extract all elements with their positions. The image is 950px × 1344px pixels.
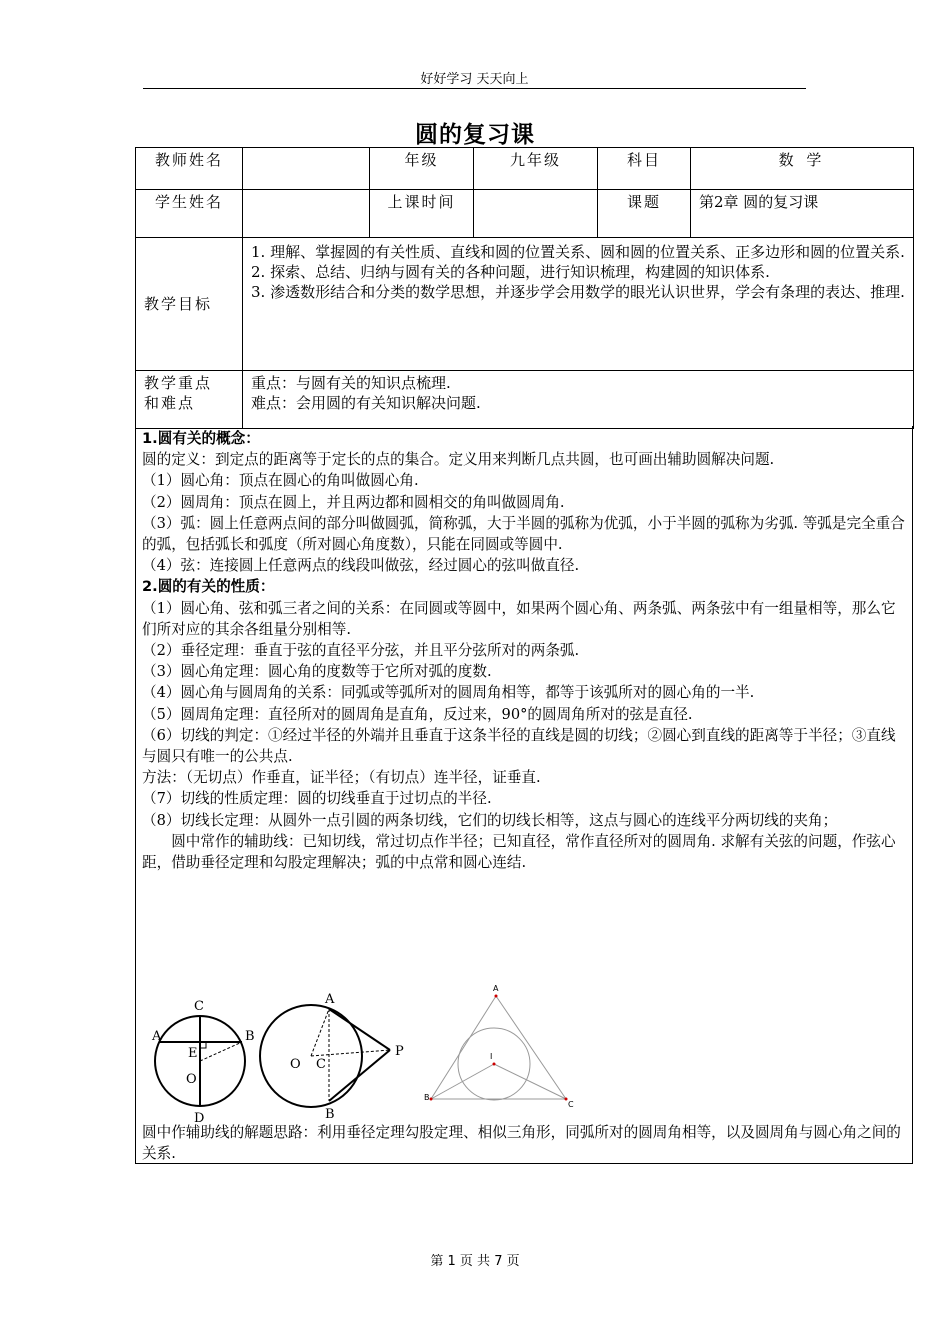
teacher-label: 教师姓名 bbox=[136, 148, 243, 190]
page-footer: 第 1 页 共 7 页 bbox=[430, 1254, 520, 1269]
section2-item: （8）切线长定理：从圆外一点引圆的两条切线，它们的切线长相等，这点与圆心的连线平分两切线的夹角； bbox=[142, 811, 838, 829]
fig2-label-o: O bbox=[290, 1057, 301, 1072]
student-value bbox=[243, 190, 370, 238]
teacher-value bbox=[243, 148, 370, 190]
section1-item: （4）弦：连接圆上任意两点的线段叫做弦，经过圆心的弦叫做直径. bbox=[142, 557, 580, 575]
section2-item: （1）圆心角、弦和弧三者之间的关系：在同圆或等圆中，如果两个圆心角、两条弧、两条弦中有一组量相等，那么它们所对应的其余各组量分别相等. bbox=[142, 599, 896, 638]
section2-item: （4）圆心角与圆周角的关系：同弧或等弧所对的圆周角相等，都等于该弧所对的圆心角的一半. bbox=[142, 684, 755, 702]
key-cell bbox=[243, 371, 914, 429]
fig1-label-a: A bbox=[152, 1029, 162, 1044]
topic-value: 第2章 圆的复习课 bbox=[691, 190, 914, 238]
figure-tangent-lines bbox=[254, 988, 419, 1120]
goal-item: 1. 理解、掌握圆的有关性质、直线和圆的位置关系、圆和圆的位置关系、正多边形和圆的位置关系. bbox=[251, 243, 905, 261]
aux-lines-paragraph: 圆中常作的辅助线：已知切线，常过切点作半径；已知直径，常作直径所对的圆周角. 求解有关弦的问题，作弦心距，借助垂径定理和勾股定理解决；弧的中点常和圆心连结. bbox=[142, 832, 896, 872]
figure-perpendicular-diameter bbox=[146, 994, 256, 1124]
key-label-line2: 和难点 bbox=[144, 394, 196, 412]
fig1-label-c: C bbox=[194, 999, 204, 1014]
fig3-label-b: B bbox=[424, 1093, 430, 1102]
subject-label: 科目 bbox=[598, 148, 691, 190]
fig2-label-c: C bbox=[316, 1057, 326, 1072]
topic-label: 课题 bbox=[598, 190, 691, 238]
goal-item: 2. 探索、总结、归纳与圆有关的各种问题，进行知识梳理，构建圆的知识体系. bbox=[251, 263, 770, 281]
info-table bbox=[135, 147, 914, 429]
fig3-label-c: C bbox=[568, 1100, 574, 1109]
fig3-point-a bbox=[495, 995, 498, 998]
document-title: 圆的复习课 bbox=[415, 122, 535, 148]
fig3-point-i bbox=[493, 1063, 496, 1066]
fig2-label-b: B bbox=[325, 1107, 335, 1120]
key-label bbox=[136, 371, 243, 429]
section1-item: 圆的定义：到定点的距离等于定长的点的集合。定义用来判断几点共圆，也可画出辅助圆解决问题. bbox=[142, 451, 775, 469]
fig1-label-b: B bbox=[245, 1029, 255, 1044]
student-label: 学生姓名 bbox=[136, 190, 243, 238]
fig2-radius-oa bbox=[311, 1009, 329, 1056]
subject-value: 数 学 bbox=[691, 148, 914, 190]
time-value bbox=[474, 190, 598, 238]
section1-item: （2）圆周角：顶点在圆上，并且两边都和圆相交的角叫做圆周角. bbox=[142, 493, 565, 511]
section2-item: （2）垂径定理：垂直于弦的直径平分弦，并且平分弦所对的两条弧. bbox=[142, 642, 580, 660]
grade-label: 年级 bbox=[370, 148, 474, 190]
fig1-label-o: O bbox=[186, 1072, 197, 1087]
fig2-label-p: P bbox=[395, 1044, 404, 1059]
key-label-line1: 教学重点 bbox=[144, 374, 213, 392]
fig3-label-i: I bbox=[490, 1052, 493, 1061]
goals-cell bbox=[243, 238, 914, 371]
section2-item: （6）切线的判定：①经过半径的外端并且垂直于这条半径的直线是圆的切线；②圆心到直线的距离等于半径；③直线与圆只有唯一的公共点. bbox=[142, 726, 896, 766]
fig3-triangle bbox=[431, 996, 566, 1099]
section2-item: （3）圆心角定理：圆心角的度数等于它所对弧的度数. bbox=[142, 663, 492, 681]
fig3-point-b bbox=[430, 1098, 433, 1101]
fig2-line-op bbox=[311, 1050, 390, 1056]
page-header: 好好学习 天天向上 bbox=[420, 72, 529, 87]
section2-item: （7）切线的性质定理：圆的切线垂直于过切点的半径. bbox=[142, 790, 492, 808]
section1-item: （3）弧：圆上任意两点间的部分叫做圆弧，简称弧，大于半圆的弧称为优弧，小于半圆的弧称为劣弧. 等弧是完全重合的弧，包括弧长和弧度（所对圆心角度数），只能在同圆或等圆中. bbox=[142, 514, 905, 554]
section2-item: 方法：（无切点）作垂直，证半径；（有切点）连半径，证垂直. bbox=[142, 769, 541, 787]
time-label: 上课时间 bbox=[370, 190, 474, 238]
fig2-tangent-pb bbox=[329, 1050, 390, 1101]
difficult-point: 难点：会用圆的有关知识解决问题. bbox=[251, 394, 481, 412]
section2-title: 2.圆的有关的性质： bbox=[142, 578, 275, 596]
content-body bbox=[142, 428, 906, 873]
fig1-label-d: D bbox=[194, 1111, 205, 1124]
grade-value: 九年级 bbox=[474, 148, 598, 190]
section1-item: （1）圆心角：顶点在圆心的角叫做圆心角. bbox=[142, 472, 419, 490]
header-rule bbox=[143, 88, 806, 89]
fig2-label-a: A bbox=[325, 992, 335, 1007]
goals-label: 教学目标 bbox=[136, 238, 243, 371]
fig3-bisector-b bbox=[431, 1064, 494, 1099]
fig3-label-a: A bbox=[493, 984, 499, 993]
section2-item: （5）圆周角定理：直径所对的圆周角是直角，反过来，90°的圆周角所对的弦是直径. bbox=[142, 705, 693, 723]
figure-incircle bbox=[421, 982, 581, 1118]
fig2-tangent-pa bbox=[329, 1009, 390, 1050]
fig1-label-e: E bbox=[188, 1046, 198, 1061]
section1-title: 1.圆有关的概念： bbox=[142, 430, 260, 447]
content-box bbox=[135, 426, 913, 1164]
goal-item: 3. 渗透数形结合和分类的数学思想，并逐步学会用数学的眼光认识世界，学会有条理的表达、推理. bbox=[251, 283, 905, 301]
closing-paragraph: 圆中作辅助线的解题思路：利用垂径定理勾股定理、相似三角形，同弧所对的圆周角相等，以及圆周角与圆心角之间的关系. bbox=[142, 1124, 901, 1163]
key-point: 重点：与圆有关的知识点梳理. bbox=[251, 374, 451, 392]
